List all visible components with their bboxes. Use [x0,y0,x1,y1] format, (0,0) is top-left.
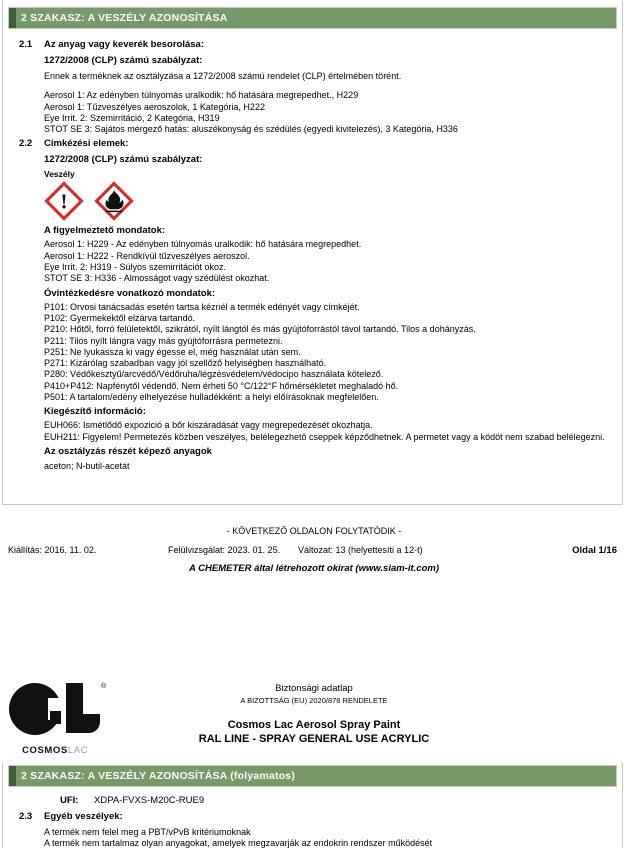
section-2-2-heading [19,138,608,149]
clp-regulation-subheading: 1272/2008 (CLP) számú szabályzat: [44,154,203,166]
version-info: Változat: 13 (helyettesíti a 12-t) [298,545,423,555]
signal-word: Veszély [44,169,75,180]
classification-list [44,90,608,135]
svg-text:!: ! [60,189,68,214]
precaution-statement-line: P251: Ne lyukassza ki vagy égesse el, még használat után sem. [44,346,301,357]
page-2-header [0,679,628,763]
regulation-subtitle: A BIZOTTSÁG (EU) 2020/878 RENDELETE [240,696,388,705]
precaution-statement-line: P280: Védőkesztyű/arcvédő/Védőruha/légzésvédelem/védocipo használata kötelező. [44,369,384,380]
ufi-value: XDPA-FVXS-M20C-RUE9 [94,795,205,806]
section-title: Az anyag vagy keverék besorolása: [44,39,205,50]
issue-date: Kiállítás: 2016. 11. 02. [8,545,97,555]
precaution-statement-line: P410+P412: Napfénytől védendő. Nem érheti 50 °C/122°F hőmérsékletet meghaladó hő. [44,380,399,391]
section-2-header-bar [8,7,617,29]
section-title: Egyéb veszélyek: [44,811,123,822]
classification-line: Aerosol 1: Az edényben túlnyomás uralkodik: hő hatására megrepedhet., H229 [44,90,359,101]
section-2-continued-header-bar [8,765,617,787]
supplementary-info-list [44,420,608,443]
classification-intro: Ennek a terméknek az osztályzása a 1272/2008 számú rendelet (CLP) értelmében törént. [44,71,402,81]
review-date: Felülvizsgálat: 2023. 01. 25. [168,545,281,555]
other-hazard-line: A termék nem tartalmaz olyan anyagokat, amelyek megzavarják az endokrin rendszer működését [44,838,433,849]
hazard-statements-list [44,239,608,284]
page-2-content-box [2,763,623,848]
document-type-title: Biztonsági adatlap [275,683,353,694]
cosmoslac-logo [8,681,108,756]
other-hazard-line: A termék nem felel meg a PBT/vPvB kritériumoknak [44,827,251,837]
hazard-statements-heading: A figyelmeztető mondatok: [44,225,166,237]
precaution-statement-line: P211: Tilos nyílt lángra vagy más gyújtóforrásra permetezni. [44,335,283,346]
clp-regulation-subheading: 1272/2008 (CLP) számú szabályzat: [44,55,203,66]
precaution-statements-list [44,302,608,404]
precaution-statement-line: P102: Gyermekektől elzárva tartandó. [44,312,196,323]
hazard-statement-line: Aerosol 1: H222 - Rendkívül tűzveszélyes aeroszol. [44,250,250,261]
ghs02-flame-icon [94,181,134,221]
chemeter-credit: A CHEMETER által létrehozott okirat (www.siam-it.com) [188,563,440,574]
svg-text:®: ® [101,683,107,690]
hazard-statement-line: Aerosol 1: H229 - Az edényben túlnyomás uralkodik: hő hatására megrepedhet. [44,239,362,250]
section-number: 2.3 [19,811,33,822]
precaution-statement-line: P210: Hőtől, forró felületektől, szikrától, nyílt lángtól és más gyújtóforrástól távol tartandó. Tilos a dohányzás. [44,324,476,335]
supplementary-line: EUH066: Ismétlődő expozició a bőr kiszáradását vagy megrepedezését okozhatja. [44,420,373,431]
section-bar-accent [9,766,16,786]
ufi-label: UFI: [60,795,79,806]
wordmark-bold: COSMOS [22,745,68,756]
hazard-statement-line: Eye Irrit. 2: H319 - Súlyos szemirritációt okoz. [44,262,227,273]
precaution-statement-line: P501: A tartalom/edény elhelyezése hulladékként: a helyi előírásoknak megfelelően. [44,392,379,403]
supplementary-info-heading: Kiegészítő információ: [44,406,146,418]
hazard-statement-line: STOT SE 3: H336 - Almosságot vagy szédülést okozhat. [44,273,270,284]
precaution-statement-line: P271: Kizárólag szabadban vagy jól szellőző helyiségben használható. [44,358,327,369]
section-bar-accent [9,8,16,28]
page-number: Oldal 1/16 [572,545,617,556]
cosmoslac-wordmark [8,745,108,756]
section-number: 2.2 [19,138,33,150]
classification-line: STOT SE 3: Sajátos mérgező hatás: aluszékonyság és szédülés (egyedi kivitelezés), 3 Kategória, H336 [44,124,458,135]
section-title: Címkézési elemek: [44,138,129,150]
classification-substances-heading: Az osztályzás részét képező anyagok [44,445,212,457]
page-1-content-box [2,0,623,505]
classification-line: Eye Irrit. 2: Szemirritáció, 2 Kategória, H319 [44,112,220,123]
product-name-line1: Cosmos Lac Aerosol Spray Paint [227,719,401,731]
continuation-notice: - KÖVETKEZŐ OLDALON FOLYTATÓDIK - [226,526,402,536]
section-2-continued-title: 2 SZAKASZ: A VESZÉLY AZONOSÍTÁSA (folyamatos) [21,770,296,782]
section-number: 2.1 [19,39,33,50]
precaution-statement-line: P101: Orvosi tanácsadás esetén tartsa kéznél a termék edényét vagy címkéjét. [44,301,360,312]
section-2-title: 2 SZAKASZ: A VESZÉLY AZONOSÍTÁSA [21,12,228,24]
classification-substances-value: aceton; N-butil-acetát [44,460,130,471]
ghs-pictogram-row [44,181,608,221]
page-1-footer [0,505,628,593]
section-2-3-heading [19,811,608,822]
wordmark-light: LAC [67,745,89,756]
cosmoslac-logo-mark [8,681,108,739]
supplementary-line: EUH211: Figyelem! Permetezés közben veszélyes, belélegezhetô cseppek képződhetnek. A permetet vagy a ködöt nem szabad belélegezni. [44,431,605,442]
precaution-statements-heading: Óvintézkedésre vonatkozó mondatok: [44,287,216,299]
ghs07-exclamation-icon [44,181,84,221]
classification-line: Aerosol 1: Tűzveszélyes aeroszolok, 1 Kategória, H222 [44,101,265,112]
product-name-line2: RAL LINE - SPRAY GENERAL USE ACRYLIC [198,733,430,745]
section-2-1-heading [19,39,608,50]
ufi-row [19,795,608,806]
other-hazards-list [44,827,608,850]
page-gap [0,593,628,679]
